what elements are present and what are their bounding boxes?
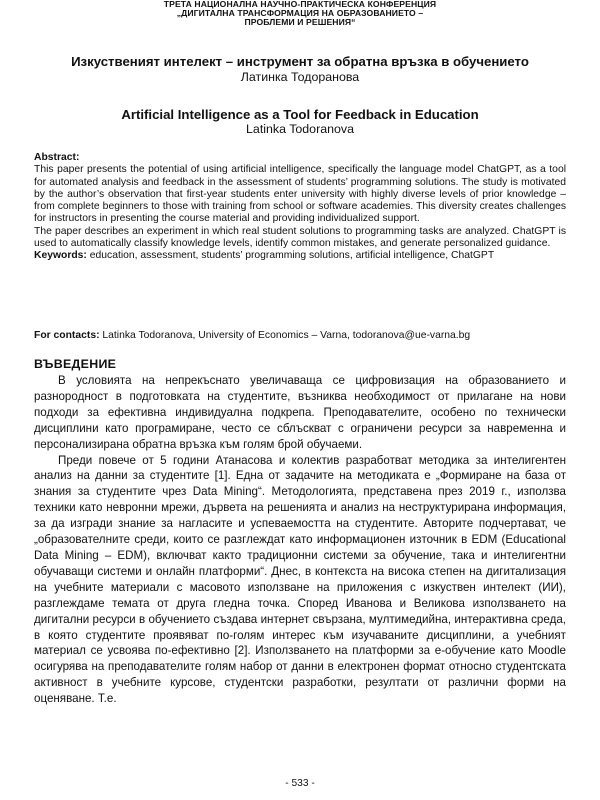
introduction-paragraph-2: Преди повече от 5 години Атанасова и колектив разработват методика за интелигентен анализ на данни за студентите [1]. Една от задачите на методиката е „Формиране на база от знания за студентите чрез Data Mining“. Методологията, представена през 2019 г., използва техники като невронни мрежи, дървета на решенията и анализ на неструктурирана информация, за да изгради знание за нагласите и успеваемостта на студентите. Авторите подчертават, че „образователните среди, които се разглеждат като информационен източник в EDM (Educational Data Mining – EDM), включват както традиционни системи за обучение, така и интелигентни обучаващи системи и онлайн платформи“. Днес, в контекста на висока степен на дигитализация на учебните материали с масовото използване на приложения с изкуствен интелект (ИИ), разглеждаме темата от друга гледна точка. Според Иванова и Великова използването на дигитални ресурси в обучението създава интернет свързана, мултимедийна, интерактивна среда, в която студентите проявяват по-голям интерес към изучаваните дисциплини, а учебният материал се усвоява по-ефективно [2]. Използването на платформи за е-обучение като Moodle осигурява на преподавателите голям набор от данни в електронен формат относно студентската активност в учебните курсове, студентски разработки, резултати от различни форми на оценяване. Т.е. [34, 453, 566, 706]
conference-header [40, 0, 560, 28]
author-name-bulgarian: Латинка Тодоранова [240, 70, 360, 84]
paper-title-bulgarian: Изкуственият интелект – инструмент за обратна връзка в обучението [71, 54, 529, 69]
contacts-text: Latinka Todoranova, University of Economics – Varna, todoranova@ue-varna.bg [102, 330, 471, 341]
abstract-paragraph-2: The paper describes an experiment in which real student solutions to programming tasks are analyzed. ChatGPT is used to automatically classify knowledge levels, identify common mistakes, and generate personalized guidance. [34, 225, 566, 249]
conference-header-line-3: ПРОБЛЕМИ И РЕШЕНИЯ“ [244, 17, 356, 28]
abstract-section [34, 152, 566, 262]
keywords-label: Keywords: [34, 250, 87, 261]
keywords-text: education, assessment, students’ programming solutions, artificial intelligence, ChatGPT [89, 250, 495, 261]
abstract-paragraph-1: This paper presents the potential of using artificial intelligence, specifically the language model ChatGPT, as a tool for automated analysis and feedback in the assessment of students’ programming solutions. The study is motivated by the author’s observation that first-year students enter university with highly diverse levels of prior knowledge – from complete beginners to those with training from school or software academies. This diversity creates challenges for instructors in presenting the course material and providing individualized support. [34, 164, 566, 225]
introduction-body [34, 373, 566, 707]
contacts-line [34, 330, 566, 341]
keywords [34, 250, 566, 262]
paper-title-english: Artificial Intelligence as a Tool for Feedback in Education [121, 107, 479, 122]
abstract-label: Abstract: [34, 152, 80, 163]
contacts-label: For contacts: [34, 330, 100, 341]
introduction-paragraph-1: В условията на непрекъснато увеличаваща се цифровизация на образованието и разнородност в подготовката на студентите, възниква необходимост от прилагане на нови подходи за ефективна индивидуална подкрепа. Преподавателите, особено по технически дисциплини като програмиране, често се сблъскват с ограничени ресурси за навременна и персонализирана обратна връзка към голям брой обучаеми. [34, 374, 566, 451]
conference-header-line-2: „ДИГИТАЛНА ТРАНСФОРМАЦИЯ НА ОБРАЗОВАНИЕТО – [176, 8, 424, 19]
conference-header-line-1: ТРЕТА НАЦИОНАЛНА НАУЧНО-ПРАКТИЧЕСКА КОНФЕРЕНЦИЯ [163, 0, 437, 9]
introduction-heading: ВЪВЕДЕНИЕ [34, 357, 117, 371]
page-number: - 533 - [285, 778, 315, 789]
author-name-english: Latinka Todoranova [246, 122, 354, 136]
